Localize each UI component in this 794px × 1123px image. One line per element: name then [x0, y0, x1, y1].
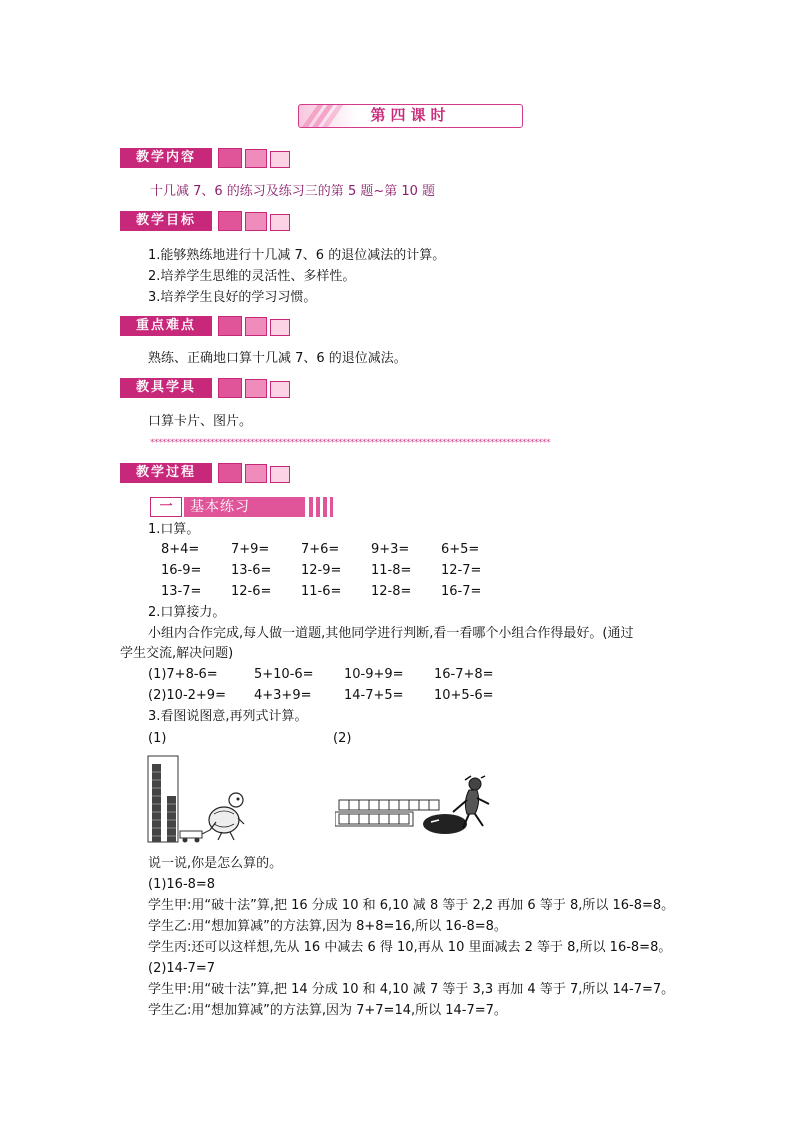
deco-square	[245, 149, 267, 168]
section-label: 教学过程	[120, 463, 212, 483]
q2-description: 学生交流,解决问题)	[120, 646, 234, 661]
oral-item: 11-6=	[301, 584, 342, 599]
oral-item: 13-6=	[231, 563, 272, 578]
section-label: 重点难点	[120, 316, 212, 336]
relay-item: 14-7+5=	[344, 688, 404, 703]
talk-prompt: 说一说,你是怎么算的。	[148, 856, 283, 871]
student-answer: 学生丙:还可以这样想,先从 16 中减去 6 得 10,再从 10 里面减去 2 等于 8,所以 16-8=8。	[148, 940, 672, 955]
cube-row-bottom	[335, 812, 413, 826]
star-separator: ****************************************************************************************************	[150, 438, 550, 448]
cart	[180, 830, 210, 843]
section-header-key	[120, 316, 295, 336]
deco-square	[245, 464, 267, 483]
deco-bar	[330, 497, 333, 517]
key-text: 熟练、正确地口算十几减 7、6 的退位减法。	[148, 351, 407, 366]
q2-description: 小组内合作完成,每人做一道题,其他同学进行判断,看一看哪个小组合作得最好。(通过	[148, 626, 634, 641]
unit-cubes	[167, 796, 176, 842]
student-answer: 学生乙:用“想加算减”的方法算,因为 8+8=16,所以 16-8=8。	[148, 919, 507, 934]
cube-row-top	[339, 800, 439, 810]
part-title: 基本练习	[184, 497, 305, 517]
oral-item: 16-9=	[161, 563, 202, 578]
deco-square	[218, 316, 242, 336]
deco-square	[270, 466, 290, 483]
deco-bar	[323, 497, 327, 517]
oral-item: 8+4=	[161, 542, 200, 557]
solution-equation: (1)16-8=8	[148, 877, 216, 892]
goal-item: 1.能够熟练地进行十几减 7、6 的退位减法的计算。	[148, 248, 446, 263]
deco-square	[218, 463, 242, 483]
deco-square	[270, 151, 290, 168]
section-label: 教学内容	[120, 148, 212, 168]
deco-bar	[316, 497, 320, 517]
oral-item: 7+6=	[301, 542, 340, 557]
oral-item: 9+3=	[371, 542, 410, 557]
deco-square	[245, 212, 267, 231]
section-header-goals	[120, 211, 295, 231]
oral-item: 12-7=	[441, 563, 482, 578]
relay-item: (2)10-2+9=	[148, 688, 226, 703]
figure-1-label: (1)	[148, 731, 167, 746]
goal-item: 3.培养学生良好的学习习惯。	[148, 290, 317, 305]
oral-item: 12-6=	[231, 584, 272, 599]
relay-item: (1)7+8-6=	[148, 667, 218, 682]
content-text: 十几减 7、6 的练习及练习三的第 5 题~第 10 题	[150, 184, 436, 199]
tools-text: 口算卡片、图片。	[148, 414, 253, 429]
question-1: 1.口算。	[148, 522, 200, 537]
solution-equation: (2)14-7=7	[148, 961, 216, 976]
relay-item: 5+10-6=	[254, 667, 314, 682]
turtle-icon	[209, 793, 244, 840]
figure-2-label: (2)	[333, 731, 352, 746]
figure-blocks-turtle	[144, 752, 260, 844]
oral-item: 12-8=	[371, 584, 412, 599]
goal-item: 2.培养学生思维的灵活性、多样性。	[148, 269, 356, 284]
lesson-title-box	[298, 104, 523, 128]
sack-icon	[423, 814, 467, 834]
student-answer: 学生甲:用“破十法”算,把 14 分成 10 和 4,10 减 7 等于 3,3 再加 4 等于 7,所以 14-7=7。	[148, 982, 675, 997]
relay-item: 10-9+9=	[344, 667, 404, 682]
oral-item: 7+9=	[231, 542, 270, 557]
deco-square	[245, 317, 267, 336]
deco-square	[270, 381, 290, 398]
section-header-content	[120, 148, 295, 168]
section-header-process	[120, 463, 295, 483]
section-label: 教学目标	[120, 211, 212, 231]
oral-item: 12-9=	[301, 563, 342, 578]
deco-bar	[309, 497, 313, 517]
student-answer: 学生乙:用“想加算减”的方法算,因为 7+7=14,所以 14-7=7。	[148, 1003, 507, 1018]
question-2: 2.口算接力。	[148, 605, 226, 620]
section-label: 教具学具	[120, 378, 212, 398]
part-number: 一	[150, 497, 182, 517]
oral-item: 11-8=	[371, 563, 412, 578]
deco-square	[218, 378, 242, 398]
ten-rod	[152, 764, 161, 842]
relay-item: 4+3+9=	[254, 688, 312, 703]
oral-item: 13-7=	[161, 584, 202, 599]
figure-cubes-rat	[335, 774, 495, 836]
deco-square	[245, 379, 267, 398]
lesson-title: 第四课时	[370, 106, 451, 124]
question-3: 3.看图说图意,再列式计算。	[148, 709, 308, 724]
deco-square	[218, 148, 242, 168]
deco-square	[270, 214, 290, 231]
student-answer: 学生甲:用“破十法”算,把 16 分成 10 和 6,10 减 8 等于 2,2 再加 6 等于 8,所以 16-8=8。	[148, 898, 675, 913]
deco-square	[270, 319, 290, 336]
relay-item: 10+5-6=	[434, 688, 494, 703]
oral-item: 6+5=	[441, 542, 480, 557]
section-header-tools	[120, 378, 295, 398]
deco-square	[218, 211, 242, 231]
relay-item: 16-7+8=	[434, 667, 494, 682]
part-header	[150, 497, 333, 517]
oral-item: 16-7=	[441, 584, 482, 599]
